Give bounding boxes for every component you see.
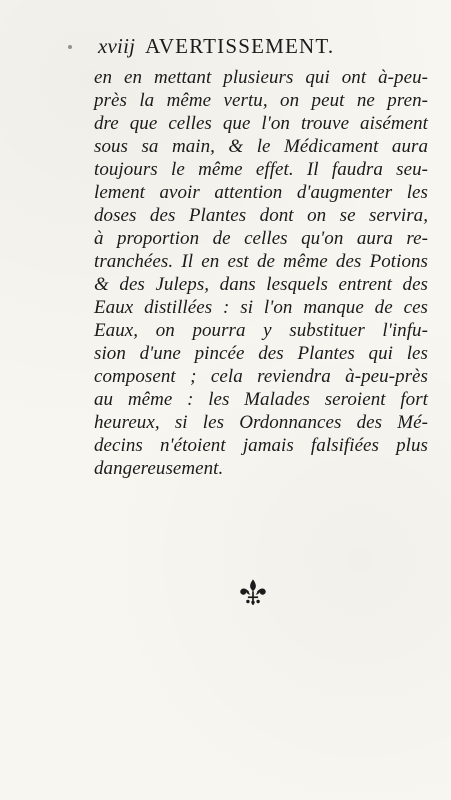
text-line: heureux, si les Ordonnances des Mé-	[94, 412, 428, 433]
text-line: en en mettant plusieurs qui ont à-peu-	[94, 67, 428, 88]
text-line: à proportion de celles qu'on aura re-	[94, 228, 428, 249]
fleur-de-lis-icon	[236, 576, 270, 610]
body-text	[94, 66, 428, 480]
text-line: Eaux, on pourra y substituer l'infu-	[94, 320, 428, 341]
text-line: Eaux distillées : si l'on manque de ces	[94, 297, 428, 318]
running-title: AVERTISSEMENT.	[145, 34, 335, 58]
text-line: dangereusement.	[94, 458, 224, 479]
text-line: sion d'une pincée des Plantes qui les	[94, 343, 428, 364]
text-line: decins n'étoient jamais falsifiées plus	[94, 435, 428, 456]
text-line: près la même vertu, on peut ne pren-	[94, 90, 428, 111]
text-line: doses des Plantes dont on se servira,	[94, 205, 428, 226]
text-line: dre que celles que l'on trouve aisément	[94, 113, 428, 134]
text-line: composent ; cela reviendra à-peu-près	[94, 366, 428, 387]
text-line: sous sa main, & le Médicament aura	[94, 136, 428, 157]
page-number: xviij	[98, 34, 136, 58]
text-line: au même : les Malades seroient fort	[94, 389, 428, 410]
text-line: toujours le même effet. Il faudra seu-	[94, 159, 428, 180]
text-line: & des Juleps, dans lesquels entrent des	[94, 274, 428, 295]
text-line: lement avoir attention d'augmenter les	[94, 182, 428, 203]
ink-speck	[68, 45, 72, 49]
text-line: tranchées. Il en est de même des Potions	[94, 251, 428, 272]
page-header	[98, 34, 418, 64]
